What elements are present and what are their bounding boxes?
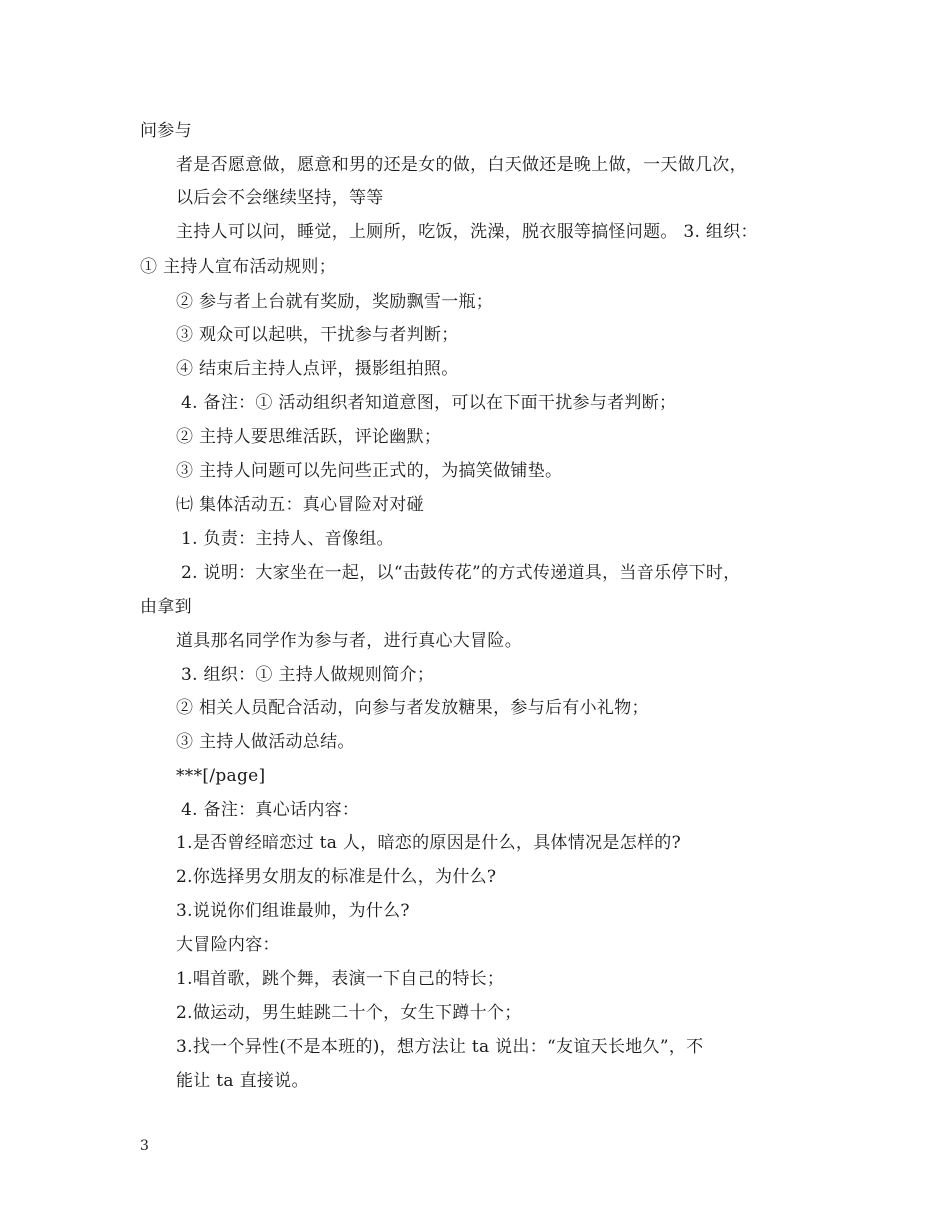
text-line: 1.是否曾经暗恋过 ta 人，暗恋的原因是什么，具体情况是怎样的? (176, 833, 682, 853)
text-line: ㈦ 集体活动五：真心冒险对对碰 (176, 495, 424, 515)
text-line: 1.唱首歌，跳个舞，表演一下自己的特长； (176, 969, 505, 989)
text-line: ② 参与者上台就有奖励，奖励飘雪一瓶； (176, 292, 494, 312)
text-line: ***[/page] (176, 766, 266, 786)
text-line: 4. 备注：① 活动组织者知道意图，可以在下面干扰参与者判断； (181, 393, 677, 413)
text-line: 3.说说你们组谁最帅，为什么? (176, 901, 410, 921)
text-line: ① 主持人宣布活动规则； (140, 257, 337, 277)
text-line: ③ 观众可以起哄，干扰参与者判断； (176, 325, 459, 345)
text-line: 3.找一个异性(不是本班的)，想方法让 ta 说出：“友谊天长地久”，不 (176, 1037, 704, 1057)
text-line: ② 相关人员配合活动，向参与者发放糖果，参与后有小礼物； (176, 698, 649, 718)
text-line: ② 主持人要思维活跃，评论幽默； (176, 427, 442, 447)
text-line: 问参与 (140, 121, 192, 141)
text-line: 3. 组织：① 主持人做规则简介； (181, 665, 435, 685)
text-line: 者是否愿意做，愿意和男的还是女的做，白天做还是晚上做，一天做几次， (176, 155, 747, 175)
text-line: 1. 负责：主持人、音像组。 (181, 529, 394, 549)
text-line: 以后会不会继续坚持，等等 (176, 188, 384, 208)
text-line: 由拿到 (140, 597, 192, 617)
text-line: 道具那名同学作为参与者，进行真心大冒险。 (176, 631, 522, 651)
text-line: ④ 结束后主持人点评，摄影组拍照。 (176, 359, 459, 379)
text-line: 能让 ta 直接说。 (176, 1071, 309, 1091)
text-line: 主持人可以问，睡觉，上厕所，吃饭，洗澡，脱衣服等搞怪问题。 3. 组织： (176, 222, 758, 242)
text-line: 4. 备注：真心话内容： (181, 800, 360, 820)
text-line: 2.你选择男女朋友的标准是什么，为什么? (176, 867, 497, 887)
text-line: ③ 主持人做活动总结。 (176, 732, 355, 752)
page-number: 3 (140, 1138, 149, 1154)
text-line: ③ 主持人问题可以先问些正式的，为搞笑做铺垫。 (176, 461, 563, 481)
text-line: 大冒险内容： (176, 935, 280, 955)
text-line: 2. 说明：大家坐在一起，以“击鼓传花”的方式传递道具，当音乐停下时， (181, 563, 741, 583)
text-line: 2.做运动，男生蛙跳二十个，女生下蹲十个； (176, 1003, 522, 1023)
